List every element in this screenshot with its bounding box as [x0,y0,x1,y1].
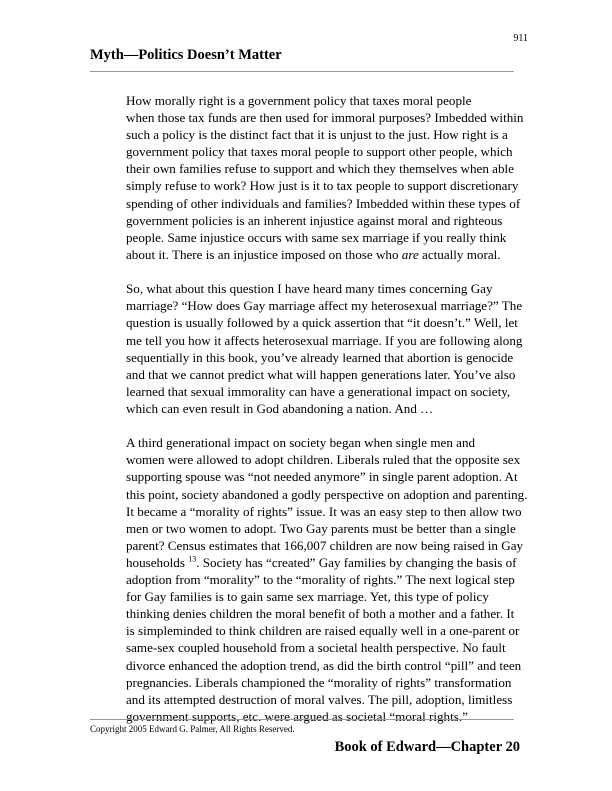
text-line: government policies is an inherent injustice against moral and righteous [126,212,503,228]
text-line: this point, society abandoned a godly perspective on adoption and parenting. [126,486,528,502]
text-line: parent? Census estimates that 166,007 children are now being raised in Gay [126,537,524,553]
footer-copyright: Copyright 2005 Edward G. Palmer, All Rights Reserved. [90,724,295,734]
text-line: learned that sexual immorality can have a generational impact on society, [126,383,511,399]
paragraph-3 [90,434,528,725]
text-line: question is usually followed by a quick assertion that “it doesn’t.” Well, let [126,315,518,331]
text-line: which can even result in God abandoning a nation. And … [126,400,434,416]
text-line: their own families refuse to support and which they themselves when able [126,161,514,177]
footnote-reference[interactable]: 13 [188,554,197,564]
text-line: men or two women to adopt. Two Gay parents must be better than a single [126,520,516,536]
text-line: How morally right is a government policy that taxes moral people [126,93,472,108]
page-number: 911 [513,33,528,44]
text-line: simply refuse to work? How just is it to tax people to support discretionary [126,178,519,194]
text-line: divorce enhanced the adoption trend, as did the birth control “pill” and teen [126,657,522,673]
text-line: and its attempted destruction of moral valves. The pill, adoption, limitless [126,691,513,707]
footer-rule [90,719,514,720]
document-body [90,92,528,742]
text-line: government policy that taxes moral people to support other people, which [126,144,513,160]
text-line: is simpleminded to think children are raised equally well in a one-parent or [126,623,520,639]
text-line: and that we cannot predict what will happen generations later. You’ve also [126,366,516,382]
text-line: supporting spouse was “not needed anymore” in single parent adoption. At [126,469,518,485]
page-header-title: Myth—Politics Doesn’t Matter [90,47,282,63]
paragraph-2 [90,280,528,417]
text-line: So, what about this question I have heard many times concerning Gay [126,281,493,297]
text-line: same-sex coupled household from a societal health perspective. No fault [126,640,506,656]
text-line: It became a “morality of rights” issue. It was an easy step to then allow two [126,503,522,519]
text-line: pregnancies. Liberals championed the “morality of rights” transformation [126,674,512,690]
text-line: spending of other individuals and families? Imbedded within these types of [126,195,521,211]
text-line: marriage? “How does Gay marriage affect my heterosexual marriage?” The [126,298,523,314]
text-line: thinking denies children the moral benefit of both a mother and a father. It [126,606,515,622]
paragraph-1-last-line: about it. There is an injustice imposed on those who are actually moral. [126,246,501,262]
text-line: women were allowed to adopt children. Liberals ruled that the opposite sex [126,452,521,468]
paragraph-1 [90,92,528,263]
text-line: adoption from “morality” to the “morality of rights.” The next logical step [126,572,515,588]
text-line: government supports, etc. were argued as societal “moral rights.” [126,708,468,724]
text-line: when those tax funds are then used for immoral purposes? Imbedded within [126,110,524,126]
text-line: people. Same injustice occurs with same sex marriage if you really think [126,229,507,245]
text-line: such a policy is the distinct fact that it is unjust to the just. How right is a [126,127,508,143]
text-line: A third generational impact on society began when single men and [126,435,476,451]
footer-chapter-title: Book of Edward—Chapter 20 [334,739,520,755]
emphasis-are: are [401,246,419,262]
paragraph-3-footnote-line: households $^{13}$. Society has “created” Gay families by changing the basis of [126,554,517,570]
text-line: me tell you how it affects heterosexual marriage. If you are following along [126,332,523,348]
text-line: for Gay families is to gain same sex marriage. Yet, this type of policy [126,589,489,605]
text-line: sequentially in this book, you’ve already learned that abortion is genocide [126,349,514,365]
header-rule [90,71,514,72]
